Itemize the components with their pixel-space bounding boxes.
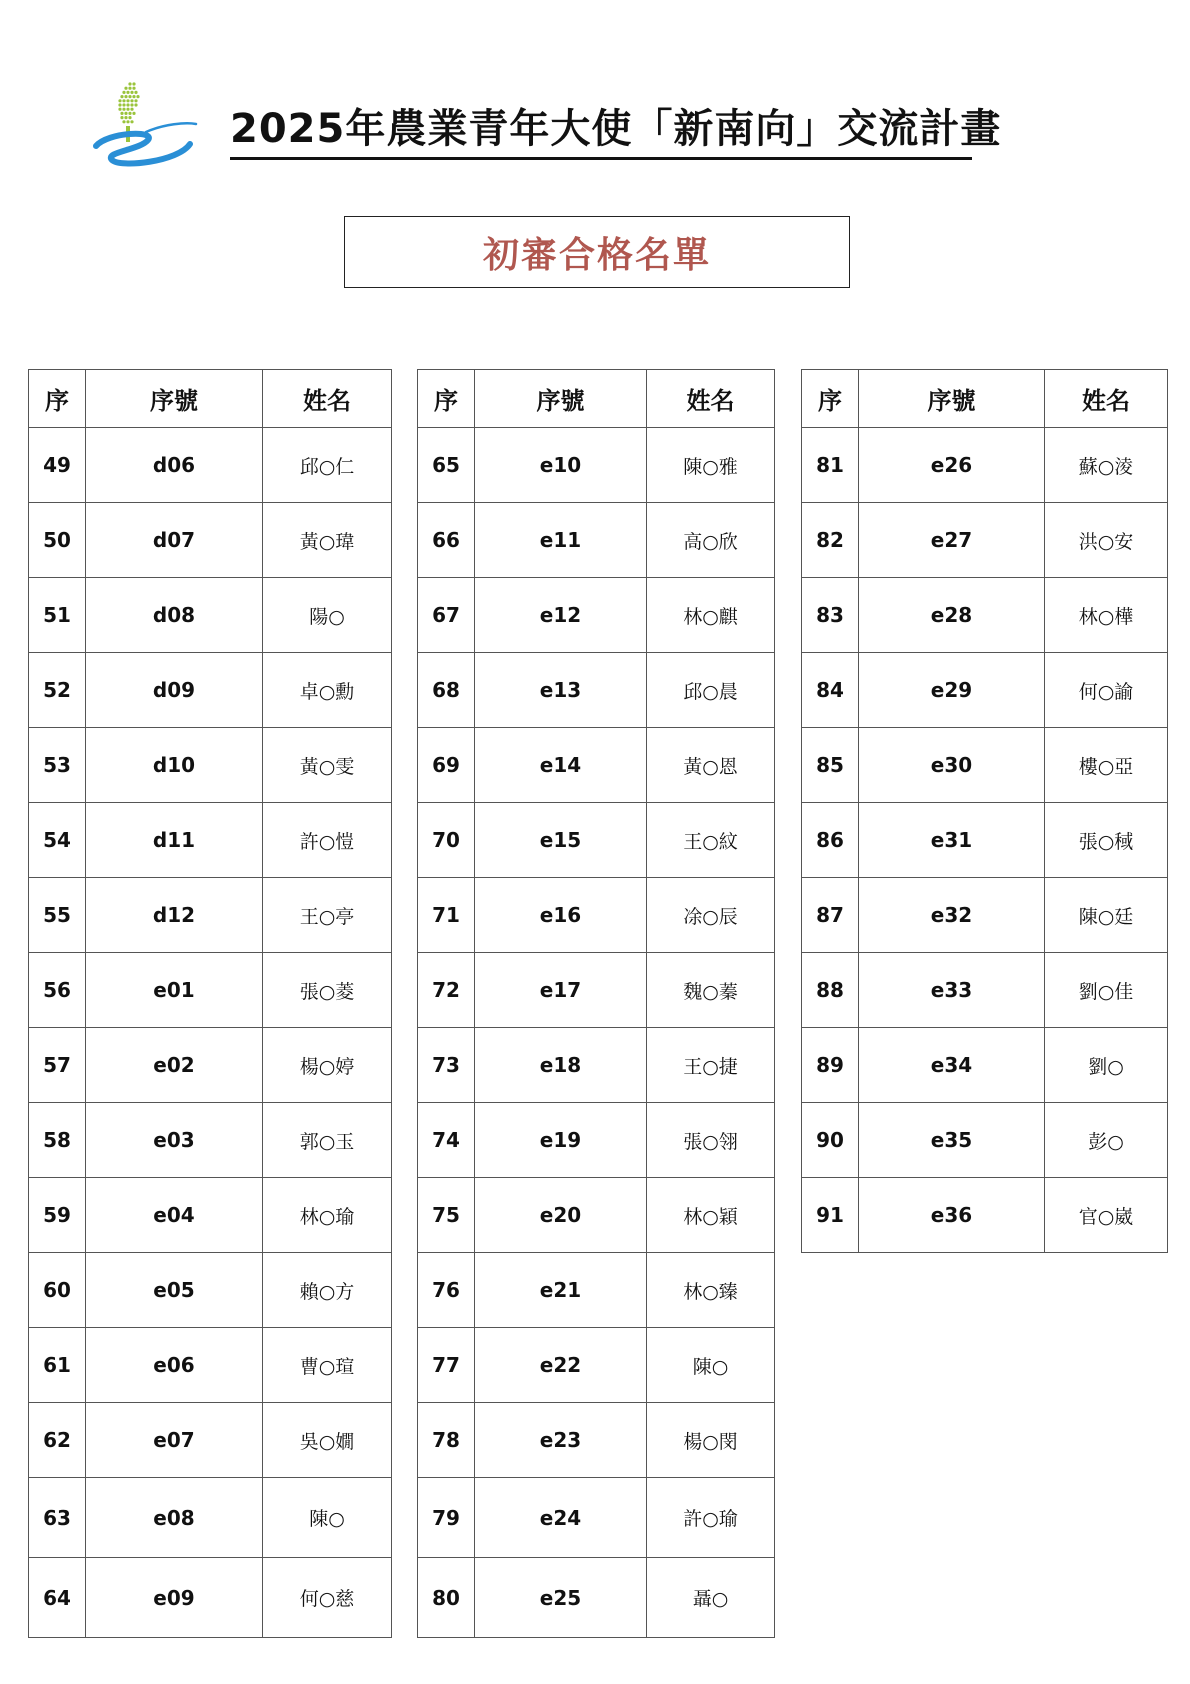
cell-seq: 63 xyxy=(29,1478,86,1558)
cell-seq: 69 xyxy=(418,728,475,803)
cell-code: e30 xyxy=(859,728,1045,803)
cell-name: 黃○雯 xyxy=(263,728,392,803)
cell-name: 邱○仁 xyxy=(263,428,392,503)
cell-name: 陳○ xyxy=(647,1328,775,1403)
cell-name: 賴○方 xyxy=(263,1253,392,1328)
table-row xyxy=(802,878,1168,953)
cell-name: 陳○ xyxy=(263,1478,392,1558)
cell-name: 張○翎 xyxy=(647,1103,775,1178)
cell-seq: 54 xyxy=(29,803,86,878)
cell-seq: 66 xyxy=(418,503,475,578)
cell-seq: 82 xyxy=(802,503,859,578)
table-row xyxy=(418,578,775,653)
cell-code: e20 xyxy=(475,1178,647,1253)
cell-name: 張○稢 xyxy=(1045,803,1168,878)
table-row xyxy=(29,1103,392,1178)
cell-name: 曹○瑄 xyxy=(263,1328,392,1403)
cell-name: 凃○辰 xyxy=(647,878,775,953)
cell-name: 陳○雅 xyxy=(647,428,775,503)
cell-seq: 74 xyxy=(418,1103,475,1178)
cell-seq: 50 xyxy=(29,503,86,578)
table-row xyxy=(29,1403,392,1478)
name-table-2 xyxy=(417,369,775,1638)
taiwan-agriculture-logo-icon xyxy=(86,80,198,168)
cell-code: e03 xyxy=(86,1103,263,1178)
cell-name: 林○麒 xyxy=(647,578,775,653)
cell-code: e17 xyxy=(475,953,647,1028)
cell-name: 劉○ xyxy=(1045,1028,1168,1103)
cell-code: e27 xyxy=(859,503,1045,578)
table-row xyxy=(418,428,775,503)
table-row xyxy=(802,953,1168,1028)
table-row xyxy=(802,1028,1168,1103)
cell-name: 黃○瑋 xyxy=(263,503,392,578)
cell-seq: 91 xyxy=(802,1178,859,1253)
cell-name: 劉○佳 xyxy=(1045,953,1168,1028)
table-header-row xyxy=(29,370,392,428)
cell-seq: 70 xyxy=(418,803,475,878)
cell-code: e33 xyxy=(859,953,1045,1028)
header-seq: 序 xyxy=(29,370,86,428)
cell-code: e11 xyxy=(475,503,647,578)
table-row xyxy=(29,428,392,503)
table-row xyxy=(802,1178,1168,1253)
cell-code: e21 xyxy=(475,1253,647,1328)
document-title: 2025年農業青年大使「新南向」交流計畫 xyxy=(230,105,972,160)
cell-seq: 65 xyxy=(418,428,475,503)
cell-code: e07 xyxy=(86,1403,263,1478)
table-row xyxy=(29,1558,392,1638)
cell-code: e23 xyxy=(475,1403,647,1478)
header-name: 姓名 xyxy=(1045,370,1168,428)
cell-name: 黃○恩 xyxy=(647,728,775,803)
cell-seq: 55 xyxy=(29,878,86,953)
cell-name: 邱○晨 xyxy=(647,653,775,728)
cell-code: d11 xyxy=(86,803,263,878)
table-row xyxy=(29,1478,392,1558)
table-row xyxy=(418,1558,775,1638)
cell-name: 楊○閔 xyxy=(647,1403,775,1478)
cell-seq: 75 xyxy=(418,1178,475,1253)
table-row xyxy=(29,578,392,653)
header-code: 序號 xyxy=(86,370,263,428)
table-header-row xyxy=(418,370,775,428)
cell-seq: 56 xyxy=(29,953,86,1028)
cell-name: 卓○勳 xyxy=(263,653,392,728)
cell-name: 王○捷 xyxy=(647,1028,775,1103)
cell-code: d12 xyxy=(86,878,263,953)
table-row xyxy=(418,803,775,878)
cell-name: 吳○嫺 xyxy=(263,1403,392,1478)
table-row xyxy=(802,653,1168,728)
cell-seq: 58 xyxy=(29,1103,86,1178)
cell-seq: 68 xyxy=(418,653,475,728)
cell-code: e06 xyxy=(86,1328,263,1403)
cell-code: e24 xyxy=(475,1478,647,1558)
cell-seq: 76 xyxy=(418,1253,475,1328)
table-row xyxy=(418,1478,775,1558)
cell-seq: 62 xyxy=(29,1403,86,1478)
cell-code: e12 xyxy=(475,578,647,653)
cell-seq: 72 xyxy=(418,953,475,1028)
cell-code: e14 xyxy=(475,728,647,803)
cell-name: 王○亭 xyxy=(263,878,392,953)
cell-seq: 84 xyxy=(802,653,859,728)
cell-code: e02 xyxy=(86,1028,263,1103)
table-row xyxy=(802,1103,1168,1178)
cell-name: 許○瑜 xyxy=(647,1478,775,1558)
cell-name: 陽○ xyxy=(263,578,392,653)
table-row xyxy=(802,803,1168,878)
header-seq: 序 xyxy=(418,370,475,428)
table-row xyxy=(29,803,392,878)
cell-code: e04 xyxy=(86,1178,263,1253)
cell-code: e29 xyxy=(859,653,1045,728)
table-row xyxy=(29,1253,392,1328)
cell-name: 樓○亞 xyxy=(1045,728,1168,803)
cell-seq: 73 xyxy=(418,1028,475,1103)
table-row xyxy=(802,503,1168,578)
cell-name: 張○菱 xyxy=(263,953,392,1028)
subtitle-box xyxy=(344,216,850,288)
cell-seq: 67 xyxy=(418,578,475,653)
cell-code: e22 xyxy=(475,1328,647,1403)
cell-name: 蘇○淩 xyxy=(1045,428,1168,503)
cell-name: 林○臻 xyxy=(647,1253,775,1328)
cell-seq: 87 xyxy=(802,878,859,953)
table-row xyxy=(418,878,775,953)
cell-name: 高○欣 xyxy=(647,503,775,578)
cell-name: 楊○婷 xyxy=(263,1028,392,1103)
cell-code: e16 xyxy=(475,878,647,953)
cell-name: 官○崴 xyxy=(1045,1178,1168,1253)
cell-seq: 52 xyxy=(29,653,86,728)
cell-seq: 85 xyxy=(802,728,859,803)
cell-code: d09 xyxy=(86,653,263,728)
header-name: 姓名 xyxy=(263,370,392,428)
cell-code: e09 xyxy=(86,1558,263,1638)
header-code: 序號 xyxy=(475,370,647,428)
cell-code: e10 xyxy=(475,428,647,503)
table-row xyxy=(802,728,1168,803)
cell-name: 魏○蓁 xyxy=(647,953,775,1028)
table-row xyxy=(418,1028,775,1103)
table-row xyxy=(29,953,392,1028)
cell-name: 林○瑜 xyxy=(263,1178,392,1253)
cell-name: 聶○ xyxy=(647,1558,775,1638)
table-row xyxy=(29,1328,392,1403)
cell-seq: 51 xyxy=(29,578,86,653)
cell-name: 王○紋 xyxy=(647,803,775,878)
cell-name: 林○穎 xyxy=(647,1178,775,1253)
table-row xyxy=(29,1178,392,1253)
table-row xyxy=(418,1253,775,1328)
cell-seq: 57 xyxy=(29,1028,86,1103)
table-row xyxy=(418,728,775,803)
cell-name: 郭○玉 xyxy=(263,1103,392,1178)
cell-code: d08 xyxy=(86,578,263,653)
table-row xyxy=(29,1028,392,1103)
table-row xyxy=(418,503,775,578)
cell-code: e32 xyxy=(859,878,1045,953)
cell-code: e25 xyxy=(475,1558,647,1638)
cell-seq: 53 xyxy=(29,728,86,803)
cell-name: 洪○安 xyxy=(1045,503,1168,578)
cell-seq: 88 xyxy=(802,953,859,1028)
table-row xyxy=(418,1178,775,1253)
cell-name: 許○愷 xyxy=(263,803,392,878)
cell-code: e34 xyxy=(859,1028,1045,1103)
cell-code: e13 xyxy=(475,653,647,728)
cell-seq: 86 xyxy=(802,803,859,878)
cell-code: d10 xyxy=(86,728,263,803)
cell-name: 陳○廷 xyxy=(1045,878,1168,953)
cell-seq: 59 xyxy=(29,1178,86,1253)
cell-code: e08 xyxy=(86,1478,263,1558)
header-code: 序號 xyxy=(859,370,1045,428)
table-row xyxy=(29,653,392,728)
table-row xyxy=(29,728,392,803)
cell-seq: 64 xyxy=(29,1558,86,1638)
cell-code: e36 xyxy=(859,1178,1045,1253)
cell-code: d07 xyxy=(86,503,263,578)
cell-code: e05 xyxy=(86,1253,263,1328)
cell-code: e35 xyxy=(859,1103,1045,1178)
cell-seq: 81 xyxy=(802,428,859,503)
header-seq: 序 xyxy=(802,370,859,428)
cell-seq: 49 xyxy=(29,428,86,503)
table-row xyxy=(418,1103,775,1178)
cell-name: 林○樺 xyxy=(1045,578,1168,653)
cell-code: e18 xyxy=(475,1028,647,1103)
cell-seq: 71 xyxy=(418,878,475,953)
cell-seq: 77 xyxy=(418,1328,475,1403)
cell-name: 彭○ xyxy=(1045,1103,1168,1178)
name-table-1 xyxy=(28,369,392,1638)
cell-seq: 89 xyxy=(802,1028,859,1103)
cell-name: 何○慈 xyxy=(263,1558,392,1638)
table-row xyxy=(418,953,775,1028)
cell-code: e01 xyxy=(86,953,263,1028)
table-row xyxy=(418,653,775,728)
table-row xyxy=(418,1328,775,1403)
cell-code: e26 xyxy=(859,428,1045,503)
table-row xyxy=(29,878,392,953)
cell-seq: 78 xyxy=(418,1403,475,1478)
list-subtitle: 初審合格名單 xyxy=(482,234,711,276)
table-row xyxy=(802,428,1168,503)
cell-code: e28 xyxy=(859,578,1045,653)
cell-seq: 80 xyxy=(418,1558,475,1638)
cell-code: e19 xyxy=(475,1103,647,1178)
table-header-row xyxy=(802,370,1168,428)
cell-seq: 60 xyxy=(29,1253,86,1328)
cell-seq: 79 xyxy=(418,1478,475,1558)
cell-seq: 90 xyxy=(802,1103,859,1178)
table-row xyxy=(418,1403,775,1478)
header-name: 姓名 xyxy=(647,370,775,428)
name-table-3 xyxy=(801,369,1168,1253)
table-row xyxy=(802,578,1168,653)
cell-code: d06 xyxy=(86,428,263,503)
cell-seq: 83 xyxy=(802,578,859,653)
cell-code: e15 xyxy=(475,803,647,878)
cell-seq: 61 xyxy=(29,1328,86,1403)
cell-name: 何○諭 xyxy=(1045,653,1168,728)
cell-code: e31 xyxy=(859,803,1045,878)
table-row xyxy=(29,503,392,578)
document-header xyxy=(0,0,1190,180)
